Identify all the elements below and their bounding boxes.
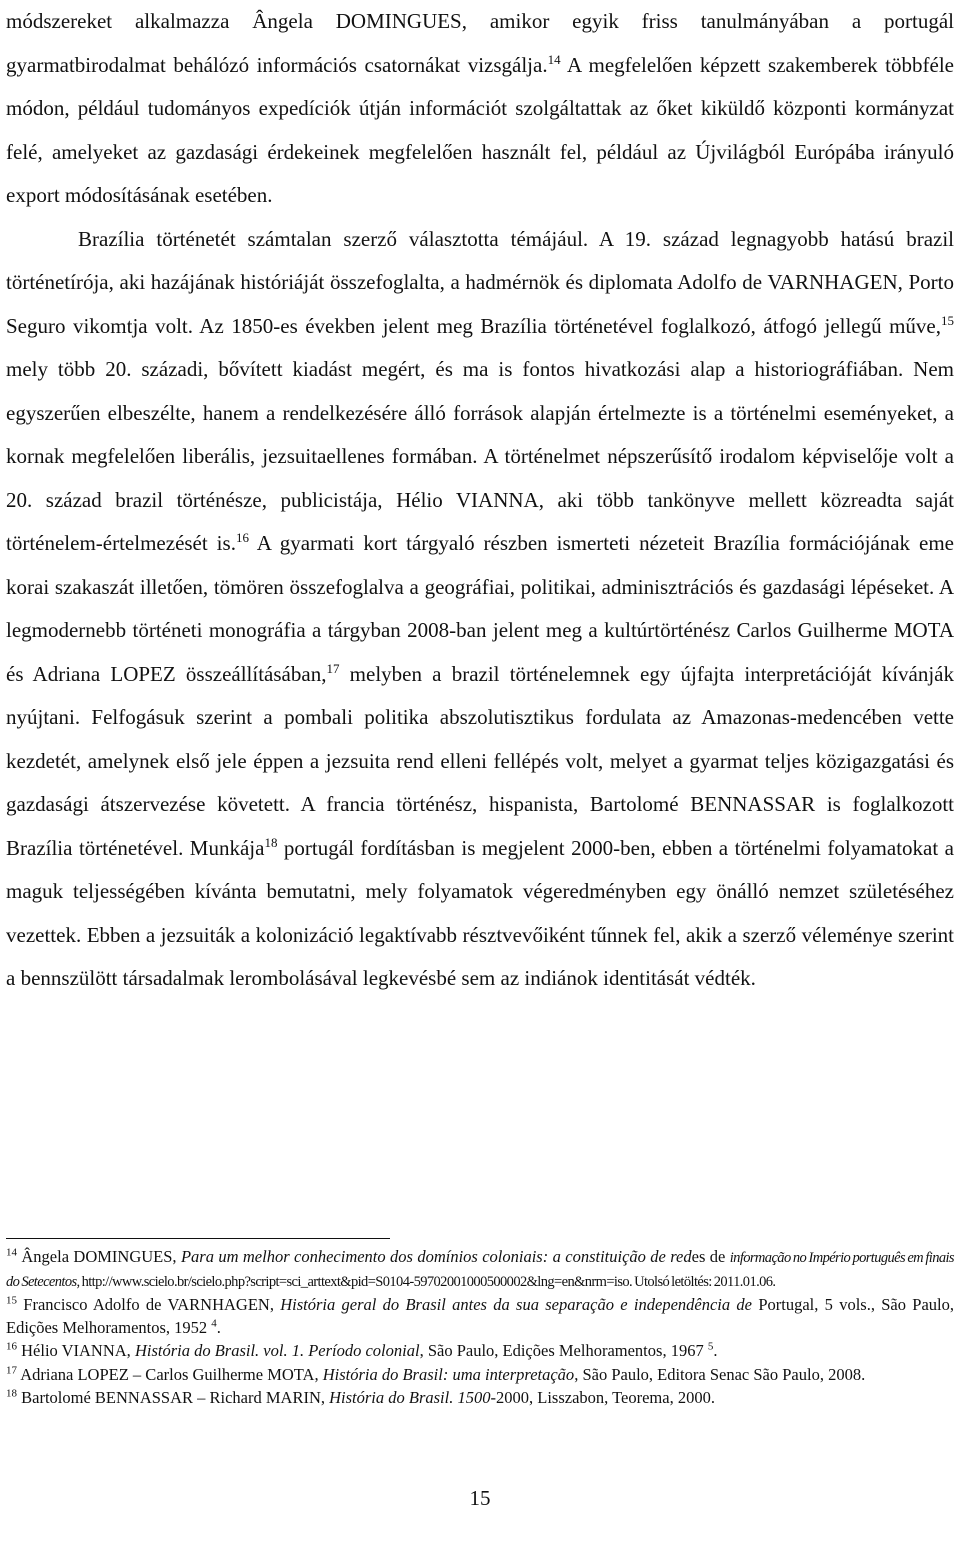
footnote-text: 2000, Lisszabon, Teorema, 2000. bbox=[495, 1388, 715, 1407]
footnote-number: 18 bbox=[6, 1387, 17, 1400]
footnote-separator bbox=[6, 1238, 390, 1239]
footnote-18 bbox=[6, 1387, 954, 1410]
footnote-url-link[interactable]: , http://www.scielo.br/scielo.php?script=sci_arttext&pid=S0104-59702001000500002&lng=en&nrm=iso. Utolsó letöltés: 2011.01.06. bbox=[76, 1273, 776, 1290]
footnote-ref-14[interactable]: 14 bbox=[547, 51, 561, 67]
footnote-end: . bbox=[216, 1317, 221, 1337]
footnote-title: História do Brasil: uma interpretação bbox=[322, 1364, 575, 1384]
footnote-author: Hélio VIANNA, bbox=[17, 1341, 135, 1360]
footnote-end: . bbox=[713, 1341, 718, 1360]
footnote-number: 17 bbox=[6, 1364, 17, 1376]
p1-text-a: módszereket alkalmazza Ângela DOMINGUES, amikor egyik friss tanulmányában a portugál gyarmatbirodalmat behálózó információs csatornákat vizsgálja. bbox=[6, 9, 954, 77]
footnote-14 bbox=[6, 1246, 954, 1293]
footnotes bbox=[6, 1246, 954, 1411]
document-page bbox=[6, 0, 955, 1510]
footnote-number: 15 bbox=[6, 1294, 17, 1307]
p2-text-e: portugál fordításban is megjelent 2000-ben, ebben a történelmi folyamatokat a maguk teljességében kívánta bemutatni, mely folyamatok végeredményben egy önálló nemzet születéséhez vezettek. Ebben a jezsuiták a kolonizáció legaktívabb résztvevőiként tűnnek fel, akik a szerző véleménye szerint a bennszülött társadalmak lerombolásával legkevésbé sem az indiánok identitását védték. bbox=[6, 835, 954, 990]
footnote-edition: 4 bbox=[211, 1317, 217, 1329]
p1-text-b: A megfelelően képzett szakemberek többféle módon, például tudományos expedíciók útján információt szolgáltattak az őket kiküldő központi kormányzat felé, amelyeket az gazdasági érdekeinek megfelelően használt fel, például az Újvilágból Európába irányuló export módosításának esetében. bbox=[6, 52, 954, 207]
footnote-title: História do Brasil. 1500- bbox=[329, 1388, 496, 1407]
footnote-text: , São Paulo, Editora Senac São Paulo, 2008. bbox=[574, 1364, 866, 1384]
footnote-text: , São Paulo, Edições Melhoramentos, 1967 bbox=[419, 1341, 708, 1360]
page-number: 15 bbox=[469, 1486, 491, 1510]
p2-text-a: Brazília történetét számtalan szerző választotta témájául. A 19. század legnagyobb hatású brazil történetírója, aki hazájának históriáját összefoglalta, a hadmérnök és diplomata Adolfo de VARNHAGEN, Porto Seguro vikomtja volt. Az 1850-es években jelent meg Brazília történetével foglalkozó, átfogó jellegű műve, bbox=[6, 226, 954, 338]
p2-text-b: mely több 20. századi, bővített kiadást megért, és ma is fontos hivatkozási alap a historiográfiában. Nem egyszerűen elbeszélte, hanem a rendelkezésére álló források alapján értelmezte is a történelmi eseményeket, a kornak megfelelően liberális, jezsuitaellenes formában. A történelmet népszerűsítő irodalom képviselője volt a 20. század brazil történésze, publicistája, Hélio VIANNA, aki több tankönyve mellett közreadta saját történelem-értelmezését is. bbox=[6, 357, 954, 555]
footnote-ref-18[interactable]: 18 bbox=[264, 834, 278, 850]
footnote-edition: 5 bbox=[707, 1340, 714, 1353]
footnote-17 bbox=[6, 1364, 954, 1387]
footnote-title: História do Brasil. vol. 1. Período colonial bbox=[134, 1341, 420, 1360]
footnote-text: Portugal, 5 vols., São Paulo, Edições Melhoramentos, 1952 bbox=[6, 1295, 955, 1337]
footnote-ref-17[interactable]: 17 bbox=[326, 660, 340, 676]
footnote-number: 14 bbox=[6, 1246, 17, 1259]
footnote-author: Francisco Adolfo de VARNHAGEN, bbox=[17, 1295, 281, 1314]
footnote-author: Bartolomé BENNASSAR – Richard MARIN, bbox=[17, 1388, 330, 1407]
footnote-ref-16[interactable]: 16 bbox=[235, 530, 249, 545]
p2-text-c: A gyarmati kort tárgyaló részben ismerteti nézeteit Brazília formációjának eme korai szakaszát illetően, tömören összefoglalva a geográfiai, politikai, adminisztrációs és gazdasági lépéseket. A legmodernebb történeti monográfia a tárgyban 2008-ban jelent meg a kultúrtörténész Carlos Guilherme MOTA és Adriana LOPEZ összeállításában, bbox=[6, 531, 954, 686]
footnote-15 bbox=[6, 1294, 954, 1339]
footnote-title: Para um melhor conhecimento dos domínios coloniais: a constituição de red bbox=[180, 1247, 692, 1266]
footnote-author: Adriana LOPEZ – Carlos Guilherme MOTA, bbox=[17, 1364, 323, 1384]
footnote-title-cont: informação no Império português em finais do Setecentos bbox=[6, 1250, 954, 1290]
p2-text-d: melyben a brazil történelemnek egy újfajta interpretációját kívánják nyújtani. Felfogásuk szerint a pombali politika abszolutisztikus fordulata az Amazonas-medencében vette kezdetét, amelynek első jele éppen a jezsuita rend elleni fellépés volt, melyet a gyarmat teljes közigazgatási és gazdasági átszervezése követett. A francia történész, hispanista, Bartolomé BENNASSAR is foglalkozott Brazília történetével. Munkája bbox=[6, 661, 955, 860]
body-paragraph-2 bbox=[6, 218, 954, 1001]
footnote-title: História geral do Brasil antes da sua separação e independência de bbox=[280, 1295, 753, 1314]
footnote-16 bbox=[6, 1340, 954, 1363]
footnote-text: es de bbox=[691, 1247, 730, 1266]
footnote-author: Ângela DOMINGUES, bbox=[17, 1247, 181, 1266]
body-paragraph-1 bbox=[6, 0, 954, 218]
footnote-number: 16 bbox=[6, 1340, 17, 1353]
footnote-ref-15[interactable]: 15 bbox=[941, 312, 954, 328]
